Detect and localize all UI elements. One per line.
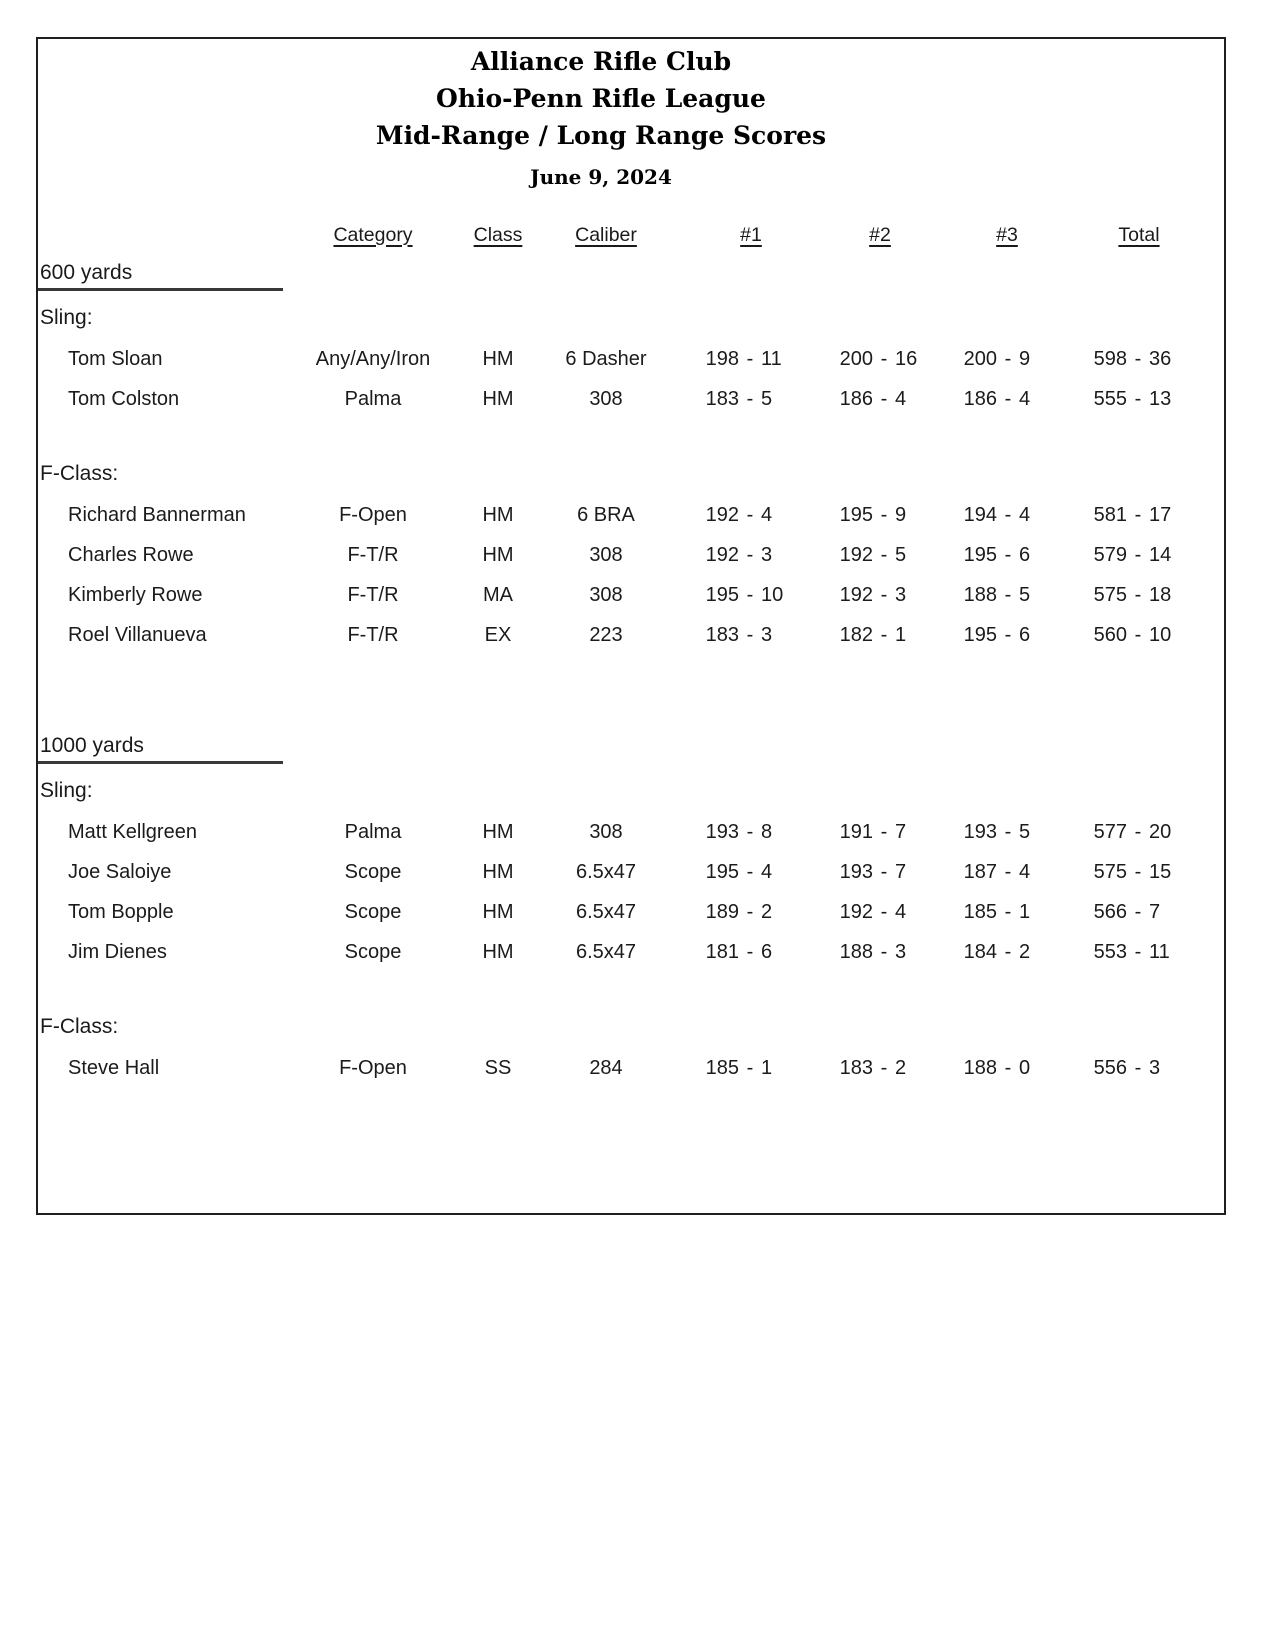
match2-score-cell xyxy=(808,821,932,844)
rows-container xyxy=(38,1048,1224,1088)
match3-dash: - xyxy=(1004,623,1012,646)
group-label: Sling: xyxy=(40,779,93,802)
match3-dash: - xyxy=(1004,1056,1012,1079)
total-points: 566 xyxy=(1093,900,1127,923)
match1-xcount: 6 xyxy=(761,940,773,963)
match1-score-cell xyxy=(674,388,808,411)
shooter-name: Kimberly Rowe xyxy=(68,583,203,606)
class-cell: HM xyxy=(482,387,514,410)
match1-points: 183 xyxy=(705,387,739,410)
category-cell: F-Open xyxy=(339,503,407,526)
caliber-cell: 284 xyxy=(589,1056,623,1079)
match1-score-cell xyxy=(674,821,808,844)
match3-score-cell xyxy=(932,901,1062,924)
shooter-name: Tom Sloan xyxy=(68,347,163,370)
match1-dash: - xyxy=(746,503,754,526)
shooter-name: Charles Rowe xyxy=(68,543,194,566)
match3-points: 194 xyxy=(963,503,997,526)
score-sheet xyxy=(36,37,1226,1215)
column-header-match2: #2 xyxy=(869,223,891,246)
score-row xyxy=(38,812,1224,852)
match3-points: 186 xyxy=(963,387,997,410)
class-cell: HM xyxy=(482,503,514,526)
total-score-cell xyxy=(1062,821,1196,844)
match3-xcount: 9 xyxy=(1019,347,1031,370)
shooter-name: Joe Saloiye xyxy=(68,860,172,883)
match2-points: 195 xyxy=(839,503,873,526)
match2-score-cell xyxy=(808,624,932,647)
match3-score-cell xyxy=(932,388,1062,411)
total-dash: - xyxy=(1134,940,1142,963)
match3-points: 187 xyxy=(963,860,997,883)
match3-xcount: 2 xyxy=(1019,940,1031,963)
match2-xcount: 4 xyxy=(895,387,907,410)
category-cell: Palma xyxy=(344,387,402,410)
match1-score-cell xyxy=(674,504,808,527)
match2-points: 186 xyxy=(839,387,873,410)
category-cell: F-Open xyxy=(339,1056,407,1079)
total-xcount: 36 xyxy=(1149,347,1172,370)
match3-score-cell xyxy=(932,821,1062,844)
match2-xcount: 7 xyxy=(895,860,907,883)
match3-dash: - xyxy=(1004,900,1012,923)
rows-container xyxy=(38,339,1224,419)
match2-xcount: 9 xyxy=(895,503,907,526)
document-header xyxy=(38,39,1164,192)
match2-xcount: 1 xyxy=(895,623,907,646)
distance-underline xyxy=(38,288,283,291)
caliber-cell: 6.5x47 xyxy=(575,860,637,883)
category-cell: Scope xyxy=(344,900,402,923)
total-xcount: 10 xyxy=(1149,623,1172,646)
match2-score-cell xyxy=(808,861,932,884)
total-dash: - xyxy=(1134,503,1142,526)
match1-xcount: 1 xyxy=(761,1056,773,1079)
league-title: Ohio-Penn Rifle League xyxy=(436,84,766,113)
match3-score-cell xyxy=(932,584,1062,607)
match3-dash: - xyxy=(1004,347,1012,370)
total-xcount: 7 xyxy=(1149,900,1161,923)
total-score-cell xyxy=(1062,1057,1196,1080)
total-dash: - xyxy=(1134,387,1142,410)
match2-score-cell xyxy=(808,544,932,567)
category-cell: Scope xyxy=(344,860,402,883)
match1-points: 189 xyxy=(705,900,739,923)
match1-score-cell xyxy=(674,584,808,607)
match1-xcount: 2 xyxy=(761,900,773,923)
match3-dash: - xyxy=(1004,503,1012,526)
match1-dash: - xyxy=(746,347,754,370)
match2-dash: - xyxy=(880,503,888,526)
match2-dash: - xyxy=(880,860,888,883)
match2-dash: - xyxy=(880,347,888,370)
match1-dash: - xyxy=(746,820,754,843)
match1-score-cell xyxy=(674,941,808,964)
rows-container xyxy=(38,812,1224,972)
total-points: 575 xyxy=(1093,860,1127,883)
caliber-cell: 223 xyxy=(589,623,623,646)
total-xcount: 18 xyxy=(1149,583,1172,606)
total-points: 560 xyxy=(1093,623,1127,646)
total-dash: - xyxy=(1134,543,1142,566)
total-xcount: 13 xyxy=(1149,387,1172,410)
match2-score-cell xyxy=(808,388,932,411)
match2-points: 192 xyxy=(839,583,873,606)
column-header-match3: #3 xyxy=(996,223,1018,246)
column-header-class: Class xyxy=(473,223,523,246)
match3-score-cell xyxy=(932,624,1062,647)
total-dash: - xyxy=(1134,860,1142,883)
match1-score-cell xyxy=(674,544,808,567)
match1-dash: - xyxy=(746,900,754,923)
class-cell: HM xyxy=(482,820,514,843)
match2-xcount: 3 xyxy=(895,583,907,606)
score-row xyxy=(38,575,1224,615)
distance-label: 1000 yards xyxy=(40,734,144,757)
match1-dash: - xyxy=(746,1056,754,1079)
group-label: F-Class: xyxy=(40,462,119,485)
score-row xyxy=(38,1048,1224,1088)
distance-section xyxy=(38,731,1224,1088)
match2-dash: - xyxy=(880,940,888,963)
match1-dash: - xyxy=(746,583,754,606)
match2-dash: - xyxy=(880,1056,888,1079)
shooter-name: Richard Bannerman xyxy=(68,503,246,526)
category-group xyxy=(38,1012,1224,1088)
match3-score-cell xyxy=(932,348,1062,371)
match2-xcount: 4 xyxy=(895,900,907,923)
total-points: 598 xyxy=(1093,347,1127,370)
match2-score-cell xyxy=(808,901,932,924)
match1-points: 195 xyxy=(705,860,739,883)
match3-xcount: 1 xyxy=(1019,900,1031,923)
match1-points: 192 xyxy=(705,503,739,526)
column-header-total: Total xyxy=(1118,223,1160,246)
match2-xcount: 3 xyxy=(895,940,907,963)
rows-container xyxy=(38,495,1224,655)
match3-points: 188 xyxy=(963,1056,997,1079)
total-xcount: 20 xyxy=(1149,820,1172,843)
caliber-cell: 308 xyxy=(589,543,623,566)
total-score-cell xyxy=(1062,901,1196,924)
total-dash: - xyxy=(1134,900,1142,923)
score-row xyxy=(38,892,1224,932)
score-row xyxy=(38,379,1224,419)
match2-score-cell xyxy=(808,504,932,527)
match1-xcount: 10 xyxy=(761,583,784,606)
match3-dash: - xyxy=(1004,940,1012,963)
match2-xcount: 7 xyxy=(895,820,907,843)
sections-container xyxy=(38,258,1224,1088)
match2-points: 192 xyxy=(839,900,873,923)
match3-points: 184 xyxy=(963,940,997,963)
total-dash: - xyxy=(1134,347,1142,370)
match-date: June 9, 2024 xyxy=(530,165,672,189)
class-cell: HM xyxy=(482,900,514,923)
category-cell: Scope xyxy=(344,940,402,963)
match3-points: 195 xyxy=(963,623,997,646)
shooter-name: Tom Colston xyxy=(68,387,180,410)
groups-container xyxy=(38,303,1224,655)
match2-points: 192 xyxy=(839,543,873,566)
match2-score-cell xyxy=(808,584,932,607)
total-score-cell xyxy=(1062,624,1196,647)
match3-score-cell xyxy=(932,544,1062,567)
total-points: 556 xyxy=(1093,1056,1127,1079)
total-xcount: 11 xyxy=(1149,940,1170,963)
total-dash: - xyxy=(1134,820,1142,843)
total-score-cell xyxy=(1062,941,1196,964)
match3-points: 200 xyxy=(963,347,997,370)
match2-points: 191 xyxy=(839,820,873,843)
class-cell: HM xyxy=(482,860,514,883)
match1-dash: - xyxy=(746,623,754,646)
match1-points: 198 xyxy=(705,347,739,370)
column-header-match1: #1 xyxy=(740,223,762,246)
match2-xcount: 16 xyxy=(895,347,918,370)
distance-underline xyxy=(38,761,283,764)
score-row xyxy=(38,852,1224,892)
match1-score-cell xyxy=(674,861,808,884)
distance-section xyxy=(38,258,1224,655)
total-points: 575 xyxy=(1093,583,1127,606)
match1-points: 181 xyxy=(705,940,739,963)
total-score-cell xyxy=(1062,584,1196,607)
match1-xcount: 3 xyxy=(761,543,773,566)
match3-dash: - xyxy=(1004,860,1012,883)
shooter-name: Tom Bopple xyxy=(68,900,174,923)
class-cell: HM xyxy=(482,543,514,566)
group-label: Sling: xyxy=(40,306,93,329)
score-row xyxy=(38,339,1224,379)
match2-dash: - xyxy=(880,543,888,566)
match1-points: 192 xyxy=(705,543,739,566)
match3-score-cell xyxy=(932,1057,1062,1080)
total-score-cell xyxy=(1062,861,1196,884)
caliber-cell: 308 xyxy=(589,387,623,410)
total-score-cell xyxy=(1062,504,1196,527)
total-xcount: 3 xyxy=(1149,1056,1161,1079)
match2-dash: - xyxy=(880,820,888,843)
match1-xcount: 3 xyxy=(761,623,773,646)
category-cell: Palma xyxy=(344,820,402,843)
match3-dash: - xyxy=(1004,583,1012,606)
groups-container xyxy=(38,776,1224,1088)
match1-score-cell xyxy=(674,624,808,647)
total-score-cell xyxy=(1062,388,1196,411)
match2-points: 182 xyxy=(839,623,873,646)
match3-dash: - xyxy=(1004,387,1012,410)
match1-points: 183 xyxy=(705,623,739,646)
total-dash: - xyxy=(1134,583,1142,606)
total-xcount: 15 xyxy=(1149,860,1172,883)
match3-xcount: 5 xyxy=(1019,820,1031,843)
total-xcount: 17 xyxy=(1149,503,1172,526)
match3-xcount: 6 xyxy=(1019,623,1031,646)
match3-dash: - xyxy=(1004,820,1012,843)
match2-score-cell xyxy=(808,1057,932,1080)
column-header-caliber: Caliber xyxy=(575,223,637,246)
shooter-name: Matt Kellgreen xyxy=(68,820,197,843)
match3-score-cell xyxy=(932,941,1062,964)
total-points: 577 xyxy=(1093,820,1127,843)
match1-xcount: 4 xyxy=(761,860,773,883)
distance-label: 600 yards xyxy=(40,261,133,284)
column-header-category: Category xyxy=(333,223,413,246)
match1-score-cell xyxy=(674,1057,808,1080)
match1-dash: - xyxy=(746,543,754,566)
match3-points: 188 xyxy=(963,583,997,606)
score-row xyxy=(38,495,1224,535)
category-cell: F-T/R xyxy=(347,583,399,606)
score-row xyxy=(38,535,1224,575)
shooter-name: Steve Hall xyxy=(68,1056,160,1079)
total-points: 581 xyxy=(1093,503,1127,526)
match1-xcount: 8 xyxy=(761,820,773,843)
match3-score-cell xyxy=(932,861,1062,884)
class-cell: SS xyxy=(484,1056,512,1079)
category-group xyxy=(38,776,1224,972)
class-cell: EX xyxy=(484,623,512,646)
match2-score-cell xyxy=(808,348,932,371)
total-score-cell xyxy=(1062,544,1196,567)
match1-dash: - xyxy=(746,940,754,963)
score-row xyxy=(38,615,1224,655)
match2-points: 188 xyxy=(839,940,873,963)
match3-points: 193 xyxy=(963,820,997,843)
total-dash: - xyxy=(1134,1056,1142,1079)
category-cell: F-T/R xyxy=(347,543,399,566)
total-points: 555 xyxy=(1093,387,1127,410)
match3-xcount: 6 xyxy=(1019,543,1031,566)
match1-dash: - xyxy=(746,860,754,883)
total-xcount: 14 xyxy=(1149,543,1172,566)
match2-dash: - xyxy=(880,623,888,646)
category-group xyxy=(38,459,1224,655)
match3-xcount: 4 xyxy=(1019,503,1031,526)
match2-xcount: 2 xyxy=(895,1056,907,1079)
match1-score-cell xyxy=(674,348,808,371)
caliber-cell: 6.5x47 xyxy=(575,900,637,923)
shooter-name: Jim Dienes xyxy=(68,940,167,963)
match1-dash: - xyxy=(746,387,754,410)
match1-points: 185 xyxy=(705,1056,739,1079)
match1-points: 193 xyxy=(705,820,739,843)
match1-points: 195 xyxy=(705,583,739,606)
total-dash: - xyxy=(1134,623,1142,646)
caliber-cell: 308 xyxy=(589,583,623,606)
caliber-cell: 6 BRA xyxy=(577,503,635,526)
caliber-cell: 6 Dasher xyxy=(565,347,647,370)
column-header-row xyxy=(38,220,1224,250)
report-title: Mid-Range / Long Range Scores xyxy=(375,121,827,150)
match3-points: 195 xyxy=(963,543,997,566)
match1-xcount: 11 xyxy=(761,347,782,370)
match3-xcount: 4 xyxy=(1019,860,1031,883)
category-cell: Any/Any/Iron xyxy=(315,347,431,370)
class-cell: MA xyxy=(483,583,513,606)
total-points: 553 xyxy=(1093,940,1127,963)
match2-xcount: 5 xyxy=(895,543,907,566)
match2-points: 183 xyxy=(839,1056,873,1079)
score-row xyxy=(38,932,1224,972)
total-score-cell xyxy=(1062,348,1196,371)
caliber-cell: 308 xyxy=(589,820,623,843)
class-cell: HM xyxy=(482,940,514,963)
total-points: 579 xyxy=(1093,543,1127,566)
match3-dash: - xyxy=(1004,543,1012,566)
match2-points: 193 xyxy=(839,860,873,883)
shooter-name: Roel Villanueva xyxy=(68,623,207,646)
category-cell: F-T/R xyxy=(347,623,399,646)
match3-xcount: 0 xyxy=(1019,1056,1031,1079)
club-title: Alliance Rifle Club xyxy=(470,47,732,76)
match3-xcount: 5 xyxy=(1019,583,1031,606)
match3-points: 185 xyxy=(963,900,997,923)
caliber-cell: 6.5x47 xyxy=(575,940,637,963)
match3-xcount: 4 xyxy=(1019,387,1031,410)
group-label: F-Class: xyxy=(40,1015,119,1038)
match3-score-cell xyxy=(932,504,1062,527)
match2-score-cell xyxy=(808,941,932,964)
category-group xyxy=(38,303,1224,419)
match1-score-cell xyxy=(674,901,808,924)
match2-dash: - xyxy=(880,387,888,410)
match1-xcount: 4 xyxy=(761,503,773,526)
match1-xcount: 5 xyxy=(761,387,773,410)
match2-dash: - xyxy=(880,900,888,923)
match2-dash: - xyxy=(880,583,888,606)
match2-points: 200 xyxy=(839,347,873,370)
class-cell: HM xyxy=(482,347,514,370)
